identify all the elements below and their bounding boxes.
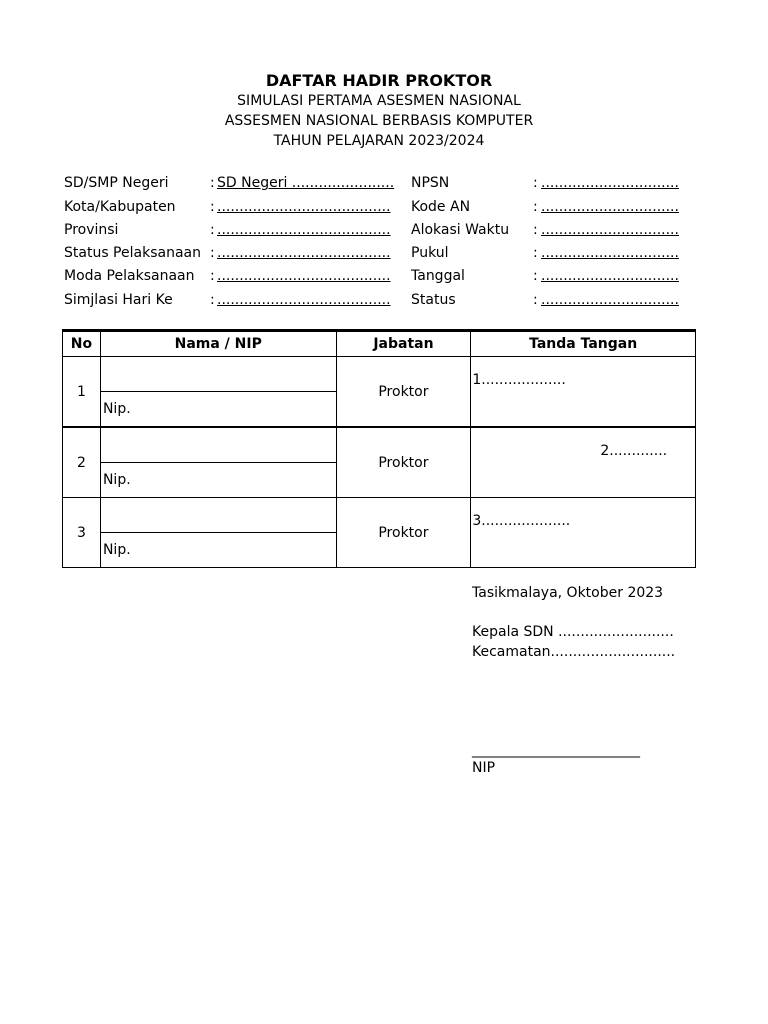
row-number: 3 bbox=[63, 498, 101, 568]
table-row bbox=[63, 357, 696, 428]
signature-line: 1................... bbox=[472, 371, 566, 388]
header-nama-nip: Nama / NIP bbox=[100, 331, 336, 357]
signature-line: ________________________ bbox=[472, 742, 640, 758]
header-no: No bbox=[63, 331, 101, 357]
name-nip-cell bbox=[100, 498, 336, 568]
header-jabatan: Jabatan bbox=[336, 331, 471, 357]
colon: : bbox=[533, 199, 538, 215]
label-tanggal: Tanggal bbox=[411, 268, 465, 284]
nip-footer-label: NIP bbox=[472, 760, 496, 776]
signature-line: 2............. bbox=[600, 442, 668, 459]
nip-label: Nip. bbox=[102, 472, 131, 488]
place-date: Tasikmalaya, Oktober 2023 bbox=[472, 585, 664, 601]
colon: : bbox=[533, 292, 538, 308]
colon: : bbox=[210, 175, 215, 191]
signature-cell[interactable] bbox=[471, 357, 696, 428]
subtitle-line-1: SIMULASI PERTAMA ASESMEN NASIONAL bbox=[237, 93, 521, 109]
attendance-table bbox=[62, 329, 696, 568]
label-kota: Kota/Kabupaten bbox=[64, 199, 176, 215]
table-row bbox=[63, 498, 696, 568]
value-provinsi: ....................................... bbox=[217, 222, 391, 238]
jabatan-cell: Proktor bbox=[336, 357, 471, 428]
colon: : bbox=[210, 268, 215, 284]
colon: : bbox=[533, 222, 538, 238]
value-kota: ....................................... bbox=[217, 199, 391, 215]
value-npsn: ............................... bbox=[541, 175, 679, 191]
row-number: 2 bbox=[63, 427, 101, 498]
jabatan-cell: Proktor bbox=[336, 498, 471, 568]
value-pukul: ............................... bbox=[541, 245, 679, 261]
label-npsn: NPSN bbox=[411, 175, 450, 191]
value-status-pelaksanaan: ....................................... bbox=[217, 245, 391, 261]
value-kode-an: ............................... bbox=[541, 199, 679, 215]
name-nip-cell bbox=[100, 357, 336, 428]
subtitle-line-2: ASSESMEN NASIONAL BERBASIS KOMPUTER bbox=[224, 113, 534, 129]
colon: : bbox=[533, 268, 538, 284]
label-kode-an: Kode AN bbox=[411, 199, 471, 215]
label-hari: Simjlasi Hari Ke bbox=[64, 292, 173, 308]
subtitle-line-3: TAHUN PELAJARAN 2023/2024 bbox=[273, 133, 485, 149]
document-title: DAFTAR HADIR PROKTOR bbox=[265, 71, 493, 90]
row-number: 1 bbox=[63, 357, 101, 428]
table-row bbox=[63, 427, 696, 498]
label-status: Status bbox=[411, 292, 456, 308]
colon: : bbox=[210, 199, 215, 215]
label-provinsi: Provinsi bbox=[64, 222, 119, 238]
name-field[interactable] bbox=[101, 428, 336, 463]
value-tanggal: ............................... bbox=[541, 268, 679, 284]
nip-label: Nip. bbox=[102, 542, 131, 558]
jabatan-cell: Proktor bbox=[336, 427, 471, 498]
label-moda: Moda Pelaksanaan bbox=[64, 268, 195, 284]
value-hari: ....................................... bbox=[217, 292, 391, 308]
name-nip-cell bbox=[100, 427, 336, 498]
kepala-sekolah-label: Kepala SDN .......................... bbox=[472, 624, 674, 640]
value-status: ............................... bbox=[541, 292, 679, 308]
kecamatan-label: Kecamatan............................ bbox=[472, 644, 676, 660]
label-pukul: Pukul bbox=[411, 245, 449, 261]
colon: : bbox=[533, 245, 538, 261]
signature-cell[interactable] bbox=[471, 427, 696, 498]
colon: : bbox=[210, 245, 215, 261]
signature-cell[interactable] bbox=[471, 498, 696, 568]
value-alokasi-waktu: ............................... bbox=[541, 222, 679, 238]
table-header-row bbox=[63, 331, 696, 357]
colon: : bbox=[533, 175, 538, 191]
name-field[interactable] bbox=[101, 498, 336, 533]
label-sd-smp: SD/SMP Negeri bbox=[64, 175, 169, 191]
header-tanda-tangan: Tanda Tangan bbox=[471, 331, 696, 357]
signature-line: 3.................... bbox=[472, 512, 571, 529]
label-alokasi-waktu: Alokasi Waktu bbox=[411, 222, 510, 238]
colon: : bbox=[210, 222, 215, 238]
nip-label: Nip. bbox=[102, 401, 131, 417]
colon: : bbox=[210, 292, 215, 308]
value-moda: ....................................... bbox=[217, 268, 391, 284]
name-field[interactable] bbox=[101, 357, 336, 392]
label-status-pelaksanaan: Status Pelaksanaan bbox=[64, 245, 201, 261]
value-sd-smp: SD Negeri ....................... bbox=[217, 175, 395, 191]
